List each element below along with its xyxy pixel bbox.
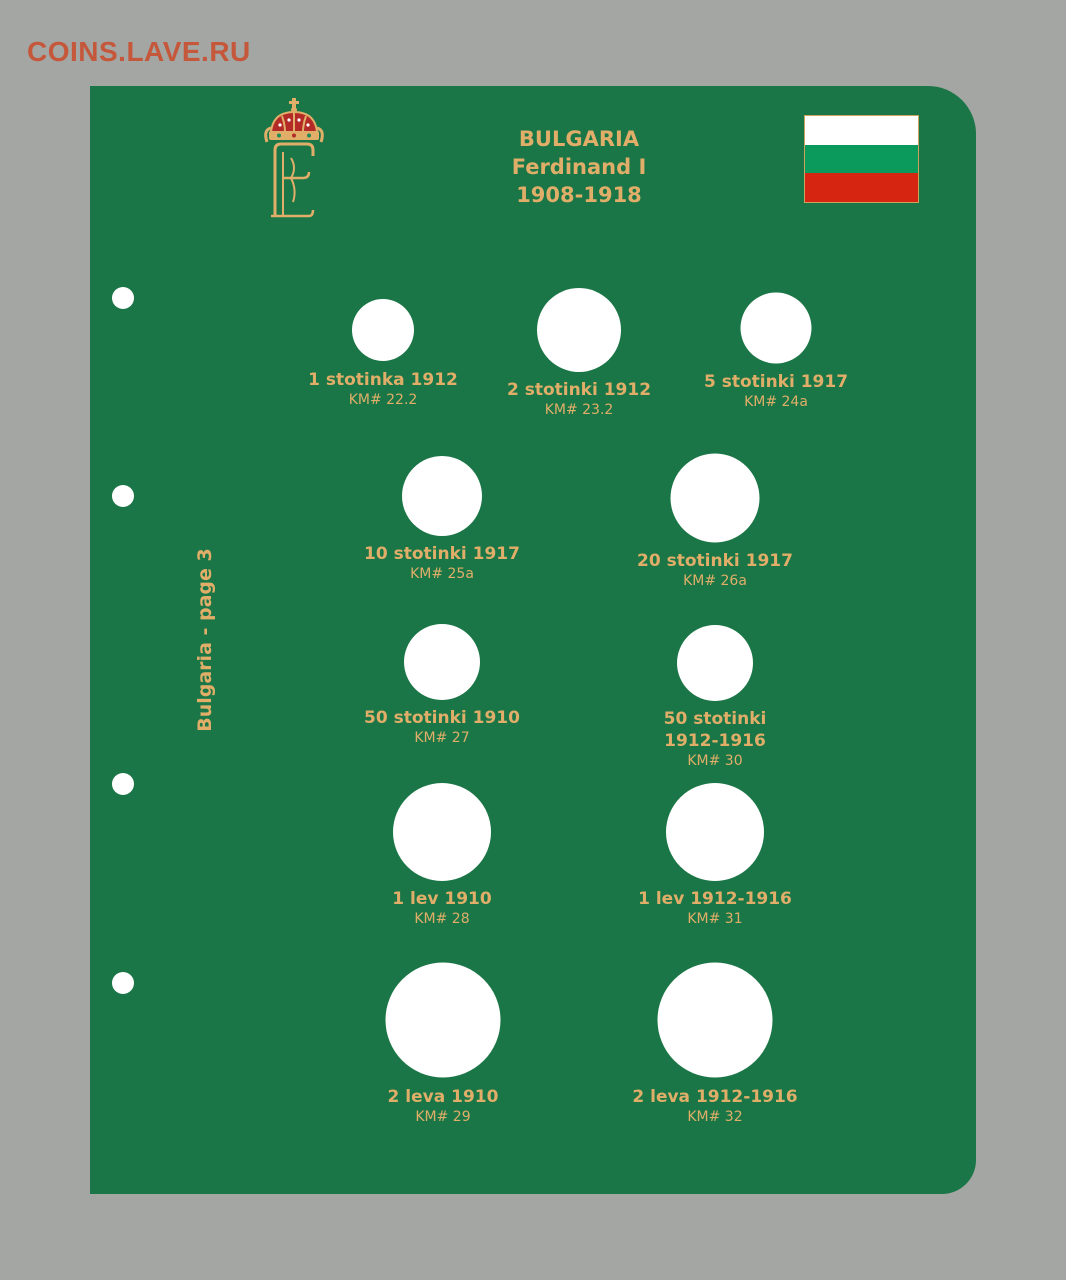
album-page — [90, 86, 976, 1194]
page-title — [479, 125, 679, 209]
coin-km-number: KM# 24a — [744, 394, 808, 410]
coin-km-number: KM# 27 — [414, 730, 470, 746]
watermark-text: COINS.LAVE.RU — [27, 36, 251, 67]
coin-name: 1 stotinka 1912 — [308, 370, 458, 390]
coin-slot[interactable] — [402, 456, 482, 536]
flag-stripe-white — [805, 116, 918, 145]
coin-label — [364, 543, 520, 583]
coin-km-number: KM# 32 — [687, 1109, 743, 1125]
coin-km-number: KM# 28 — [414, 911, 470, 927]
page-caption: Bulgaria - page 3 — [194, 548, 216, 732]
coin-slot[interactable] — [404, 624, 480, 700]
coin-km-number: KM# 25a — [410, 566, 474, 582]
coin-slot[interactable] — [393, 783, 491, 881]
flag-stripe-red — [805, 173, 918, 202]
coin-km-number: KM# 26a — [683, 573, 747, 589]
coin-label — [308, 369, 458, 409]
coin-name: 1 lev 1912-1916 — [638, 889, 792, 909]
coin-name: 20 stotinki 1917 — [637, 551, 793, 571]
coin-name: 10 stotinki 1917 — [364, 544, 520, 564]
coin-label — [392, 888, 491, 928]
coin-km-number: KM# 30 — [687, 753, 743, 769]
coin-name: 5 stotinki 1917 — [703, 372, 849, 392]
coin-name: 2 leva 1910 — [387, 1087, 499, 1107]
coin-name-line2: 1912-1916 — [664, 731, 766, 751]
punch-hole — [112, 287, 134, 309]
coin-slot[interactable] — [537, 288, 621, 372]
country-title: BULGARIA — [518, 127, 640, 151]
coin-name: 1 lev 1910 — [392, 889, 492, 909]
coin-slot[interactable] — [741, 293, 812, 364]
coin-km-number: KM# 22.2 — [348, 392, 418, 408]
coin-slot[interactable] — [658, 963, 773, 1078]
coin-label — [638, 888, 792, 928]
coin-label — [637, 550, 793, 590]
coin-name: 50 stotinki 1910 — [364, 708, 520, 728]
coin-label — [664, 708, 767, 770]
punch-hole — [112, 972, 134, 994]
coin-name: 2 stotinki 1912 — [506, 380, 652, 400]
royal-monogram-icon — [263, 98, 325, 220]
bulgarian-flag-icon — [804, 115, 919, 203]
coin-slot[interactable] — [677, 625, 753, 701]
coin-slot[interactable] — [666, 783, 764, 881]
coin-slot[interactable] — [671, 454, 760, 543]
coin-label — [388, 1086, 499, 1126]
coin-label — [507, 379, 651, 419]
coin-slot[interactable] — [386, 963, 501, 1078]
ruler-title: Ferdinand I — [511, 155, 647, 179]
coin-label — [704, 371, 848, 411]
coin-slot[interactable] — [352, 299, 414, 361]
punch-hole — [112, 485, 134, 507]
coin-label — [632, 1086, 797, 1126]
reign-years: 1908-1918 — [516, 183, 642, 207]
flag-stripe-green — [805, 145, 918, 174]
coin-km-number: KM# 23.2 — [544, 402, 614, 418]
coin-name: 2 leva 1912-1916 — [632, 1087, 798, 1107]
coin-km-number: KM# 31 — [687, 911, 743, 927]
coin-km-number: KM# 29 — [415, 1109, 471, 1125]
coin-name: 50 stotinki — [663, 709, 767, 729]
punch-hole — [112, 773, 134, 795]
coin-label — [364, 707, 520, 747]
